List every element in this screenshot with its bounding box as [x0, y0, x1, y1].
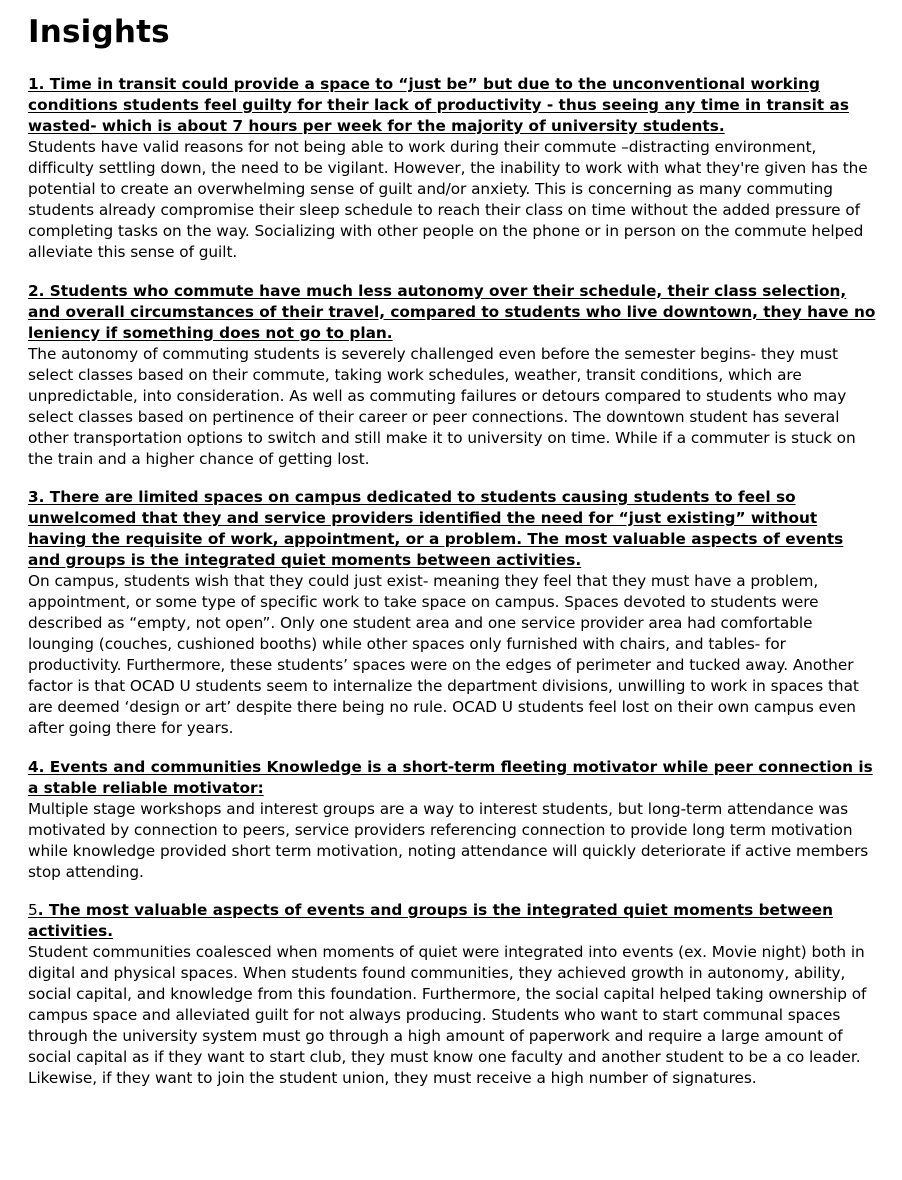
insight-4-body: Multiple stage workshops and interest groups are a way to interest students, but long-term attendance was motivated by connection to peers, service providers referencing connection to provide long term motivation while knowledge provided short term motivation, noting attendance will quickly deteriorate if active members stop attending. [28, 799, 869, 881]
insight-3-body: On campus, students wish that they could just exist- meaning they feel that they must have a problem, appointment, or some type of specific work to take space on campus. Spaces devoted to students were described as “empty, not open”. Only one student area and one service provider area had comfortable lounging (couches, cushioned booths) while other spaces only furnished with chairs, and tables- for productivity. Furthermore, these students’ spaces were on the edges of perimeter and tucked away. Another factor is that OCAD U students seem to internalize the department divisions, unwilling to work in spaces that are deemed ‘design or art’ despite there being no rule. OCAD U students feel lost on their own campus even after going there for years. [28, 572, 859, 737]
insight-1-number: 1. [28, 75, 45, 93]
document-page [28, 12, 878, 1107]
page-title: Insights [28, 14, 170, 50]
insight-1-heading-text: Time in transit could provide a space to “just be” but due to the unconventional working conditions students feel guilty for their lack of productivity - thus seeing any time in transit as wasted- which is about 7 hours per week for the majority of university students. [28, 75, 849, 135]
insight-5 [28, 900, 878, 1089]
insight-4-heading-text: Events and communities Knowledge is a short-term fleeting motivator while peer connection is a stable reliable motivator: [28, 757, 873, 797]
insight-3-number: 3. [28, 488, 45, 506]
insight-3-heading [28, 487, 878, 571]
insight-1-body: Students have valid reasons for not being able to work during their commute –distracting environment, difficulty settling down, the need to be vigilant. However, the inability to work with what they're given has the potential to create an overwhelming sense of guilt and/or anxiety. This is concerning as many commuting students already compromise their sleep schedule to reach their class on time without the added pressure of completing tasks on the way. Socializing with other people on the phone or in person on the commute helped alleviate this sense of guilt. [28, 138, 868, 261]
insight-2-heading [28, 281, 878, 344]
insight-4-number: 4. [28, 757, 45, 776]
insight-4-heading [28, 757, 878, 799]
insight-2 [28, 281, 878, 470]
insight-2-body: The autonomy of commuting students is severely challenged even before the semester begins- they must select classes based on their commute, taking work schedules, weather, transit conditions, which are unpredictable, into consideration. As well as commuting failures or detours compared to students who may select classes based on pertinence of their career or peer connections. The downtown student has several other transportation options to switch and still make it to university on time. While if a commuter is stuck on the train and a higher chance of getting lost. [28, 344, 856, 468]
insight-3 [28, 487, 878, 739]
insight-2-number: 2. [28, 281, 45, 300]
insight-5-heading-text: . The most valuable aspects of events and groups is the integrated quiet moments between activities. [28, 901, 833, 940]
insight-3-heading-text: There are limited spaces on campus dedicated to students causing students to feel so unwelcomed that they and service providers identified the need for “just existing” without having the requisite of work, appointment, or a problem. The most valuable aspects of events and groups is the integrated quiet moments between activities. [28, 488, 844, 569]
insight-5-heading [28, 900, 878, 942]
insight-2-heading-text: Students who commute have much less autonomy over their schedule, their class selection, and overall circumstances of their travel, compared to students who live downtown, they have no leniency if something does not go to plan. [28, 281, 876, 342]
insight-5-body: Student communities coalesced when moments of quiet were integrated into events (ex. Movie night) both in digital and physical spaces. When students found communities, they achieved growth in autonomy, ability, social capital, and knowledge from this foundation. Furthermore, the social capital helped taking ownership of campus space and alleviated guilt for not always producing. Students who want to start communal spaces through the university system must go through a high amount of paperwork and require a large amount of social capital as if they want to start club, they must know one faculty and another student to be a co leader. Likewise, if they want to join the student union, they must receive a high number of signatures. [28, 943, 867, 1087]
insight-1-heading [28, 74, 878, 137]
insight-1 [28, 74, 878, 263]
insight-4 [28, 757, 878, 883]
insight-5-number: 5 [28, 901, 38, 919]
